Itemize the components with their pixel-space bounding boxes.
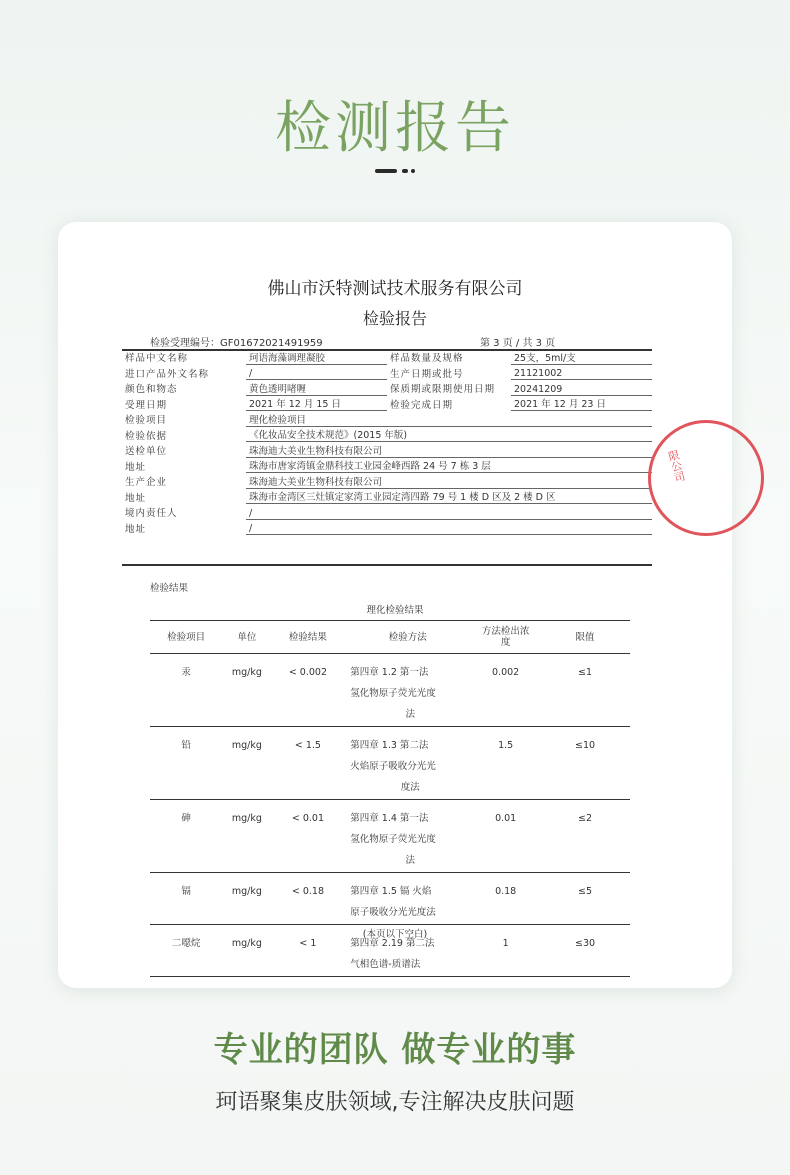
result-limit: ≤5 <box>540 873 630 925</box>
result-row <box>150 800 630 873</box>
slogan: 专业的团队 做专业的事 <box>213 1030 577 1070</box>
result-detect: 1 <box>471 925 540 977</box>
method-line: 原子吸收分光光度法 <box>350 907 436 918</box>
method-line: 氢化物原子荧光光度 <box>350 688 436 699</box>
info-row <box>122 364 652 380</box>
result-limit: ≤10 <box>540 727 630 800</box>
info-label: 检验完成日期 <box>390 399 454 411</box>
method-line: 法 <box>405 855 416 866</box>
info-label: 送检单位 <box>125 446 168 457</box>
info-label: 生产企业 <box>125 477 168 488</box>
col-result: 检验结果 <box>272 621 345 654</box>
title-divider <box>375 169 397 173</box>
info-label: 检验项目 <box>125 415 168 426</box>
result-row <box>150 727 630 800</box>
info-value: 理化检验项目 <box>246 411 652 427</box>
info-label: 样品数量及规格 <box>390 353 464 364</box>
info-value: 黄色透明啫喱 <box>246 380 387 396</box>
info-value: 《化妆品安全技术规范》(2015 年版) <box>246 426 652 442</box>
result-value: < 1.5 <box>272 727 345 800</box>
result-method <box>344 654 471 727</box>
info-row <box>122 442 652 458</box>
method-line: 气相色谱-质谱法 <box>350 959 421 970</box>
report-card <box>58 222 732 988</box>
result-item: 汞 <box>150 654 222 727</box>
accept-number: 检验受理编号：GF01672021491959 <box>150 338 323 349</box>
report-title: 检验报告 <box>362 309 427 328</box>
seal-text: 限公司 <box>665 448 687 484</box>
sample-info-table <box>122 349 652 535</box>
result-row <box>150 654 630 727</box>
result-value: < 0.002 <box>272 654 345 727</box>
info-row <box>122 411 652 427</box>
info-row <box>122 519 652 535</box>
results-label: 检验结果 <box>150 583 189 594</box>
info-value: 珠海迪大美业生物科技有限公司 <box>246 473 652 489</box>
info-value: / <box>246 504 652 520</box>
info-value: 珠海市唐家湾镇金鼎科技工业园金峰西路 24 号 7 栋 3 层 <box>246 457 652 473</box>
info-label: 检验依据 <box>125 430 168 442</box>
info-label: 颜色和物态 <box>125 384 178 395</box>
col-limit: 限值 <box>540 621 630 654</box>
info-label: 境内责任人 <box>125 508 178 519</box>
result-limit: ≤30 <box>540 925 630 977</box>
info-value: / <box>246 364 387 380</box>
info-label: 地址 <box>125 523 147 535</box>
page-title: 检测报告 <box>275 96 515 161</box>
results-table <box>150 620 630 977</box>
col-unit: 单位 <box>222 621 271 654</box>
result-method <box>344 727 471 800</box>
info-row <box>122 380 652 396</box>
result-method <box>344 800 471 873</box>
result-row <box>150 873 630 925</box>
result-value: < 0.18 <box>272 873 345 925</box>
info-label: 样品中文名称 <box>125 353 189 364</box>
result-detect: 0.18 <box>471 873 540 925</box>
info-value: 20241209 <box>511 380 652 396</box>
result-limit: ≤2 <box>540 800 630 873</box>
info-label: 生产日期或批号 <box>390 368 464 380</box>
info-row <box>122 349 652 364</box>
method-line: 火焰原子吸收分光光 <box>350 761 436 772</box>
method-line: 氢化物原子荧光光度 <box>350 834 436 845</box>
subline: 珂语聚集皮肤领域,专注解决皮肤问题 <box>215 1090 575 1115</box>
result-unit: mg/kg <box>222 654 271 727</box>
info-row <box>122 488 652 504</box>
info-bottom-rule <box>122 564 652 566</box>
result-unit: mg/kg <box>222 800 271 873</box>
info-value: 珠海市金湾区三灶镇定家湾工业园定湾四路 79 号 1 楼 D 区及 2 楼 D 区 <box>246 488 652 504</box>
info-value: 2021 年 12 月 15 日 <box>246 395 387 411</box>
method-line: 第四章 1.5 镉 火焰 <box>350 886 432 897</box>
col-method: 检验方法 <box>344 621 471 654</box>
blank-note: (本页以下空白) <box>362 929 428 940</box>
method-line: 第四章 1.2 第一法 <box>350 667 429 678</box>
report-document <box>58 222 732 988</box>
method-line: 第四章 1.3 第二法 <box>350 740 429 751</box>
result-value: < 1 <box>272 925 345 977</box>
method-line: 第四章 2.19 第二法 <box>350 938 435 949</box>
result-unit: mg/kg <box>222 925 271 977</box>
result-detect: 0.002 <box>471 654 540 727</box>
result-detect: 0.01 <box>471 800 540 873</box>
info-value: 21121002 <box>511 364 652 380</box>
method-line: 法 <box>405 709 416 720</box>
info-value: 25支，5ml/支 <box>511 349 652 364</box>
info-label: 进口产品外文名称 <box>125 368 210 380</box>
info-label: 地址 <box>125 461 147 473</box>
info-label: 地址 <box>125 492 147 504</box>
info-label: 受理日期 <box>125 399 168 411</box>
title-divider-dot <box>402 169 408 173</box>
result-limit: ≤1 <box>540 654 630 727</box>
col-detect: 方法检出浓度 <box>471 621 540 654</box>
info-label: 保质期或限期使用日期 <box>390 384 496 395</box>
result-item: 二噁烷 <box>150 925 222 977</box>
result-unit: mg/kg <box>222 727 271 800</box>
result-item: 砷 <box>150 800 222 873</box>
result-method <box>344 873 471 925</box>
method-line: 度法 <box>400 782 420 793</box>
info-value: 珠海迪大美业生物科技有限公司 <box>246 442 652 458</box>
info-value: 珂语海藻调理凝胶 <box>246 349 387 364</box>
title-divider-dot <box>411 169 415 173</box>
result-unit: mg/kg <box>222 873 271 925</box>
company-name: 佛山市沃特测试技术服务有限公司 <box>267 279 523 299</box>
results-title: 理化检验结果 <box>366 605 424 616</box>
info-row <box>122 395 652 411</box>
method-line: 第四章 1.4 第一法 <box>350 813 429 824</box>
info-value: 2021 年 12 月 23 日 <box>511 395 652 411</box>
info-value: / <box>246 519 652 535</box>
page-info: 第 3 页 / 共 3 页 <box>480 338 556 349</box>
col-item: 检验项目 <box>150 621 222 654</box>
info-row <box>122 426 652 442</box>
info-row <box>122 473 652 489</box>
result-item: 铅 <box>150 727 222 800</box>
result-item: 镉 <box>150 873 222 925</box>
info-row <box>122 504 652 520</box>
result-detect: 1.5 <box>471 727 540 800</box>
result-value: < 0.01 <box>272 800 345 873</box>
results-header-row <box>150 621 630 654</box>
info-row <box>122 457 652 473</box>
